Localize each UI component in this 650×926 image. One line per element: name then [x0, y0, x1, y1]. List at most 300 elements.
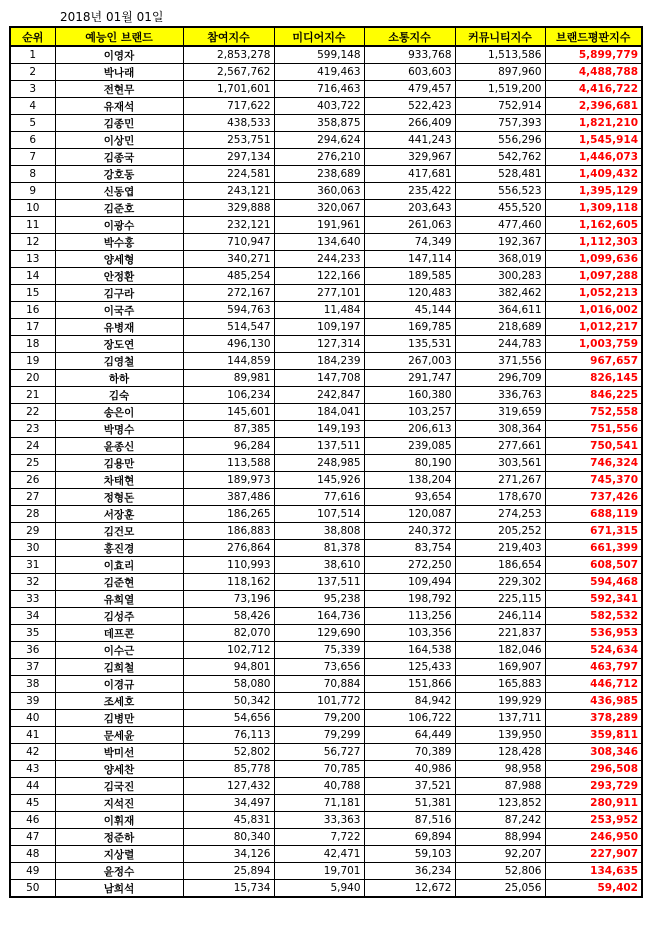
brand-name-cell: 조세호: [55, 693, 183, 710]
brand-score-cell: 4,488,788: [545, 64, 642, 81]
community-cell: 371,556: [455, 353, 545, 370]
media-cell: 56,727: [274, 744, 364, 761]
media-cell: 403,722: [274, 98, 364, 115]
media-cell: 5,940: [274, 880, 364, 898]
community-cell: 271,267: [455, 472, 545, 489]
media-cell: 184,239: [274, 353, 364, 370]
rank-cell: 34: [10, 608, 55, 625]
brand-score-cell: 436,985: [545, 693, 642, 710]
brand-name-cell: 김종민: [55, 115, 183, 132]
brand-name-cell: 이광수: [55, 217, 183, 234]
media-cell: 238,689: [274, 166, 364, 183]
media-cell: 599,148: [274, 46, 364, 64]
table-row: [10, 812, 642, 829]
rank-cell: 18: [10, 336, 55, 353]
brand-score-cell: 750,541: [545, 438, 642, 455]
participation-cell: 329,888: [183, 200, 274, 217]
header-row: [10, 27, 642, 46]
participation-cell: 717,622: [183, 98, 274, 115]
rank-cell: 17: [10, 319, 55, 336]
community-cell: 219,403: [455, 540, 545, 557]
rank-cell: 45: [10, 795, 55, 812]
brand-name-cell: 김준현: [55, 574, 183, 591]
community-cell: 364,611: [455, 302, 545, 319]
brand-name-cell: 윤종신: [55, 438, 183, 455]
community-cell: 87,242: [455, 812, 545, 829]
media-cell: 191,961: [274, 217, 364, 234]
community-cell: 477,460: [455, 217, 545, 234]
table-row: [10, 64, 642, 81]
rank-cell: 2: [10, 64, 55, 81]
community-cell: 225,115: [455, 591, 545, 608]
rank-cell: 12: [10, 234, 55, 251]
participation-cell: 85,778: [183, 761, 274, 778]
communication-cell: 106,722: [364, 710, 455, 727]
rank-cell: 37: [10, 659, 55, 676]
rank-cell: 44: [10, 778, 55, 795]
table-row: [10, 846, 642, 863]
participation-cell: 89,981: [183, 370, 274, 387]
communication-cell: 239,085: [364, 438, 455, 455]
header-participation: 참여지수: [183, 27, 274, 46]
brand-score-cell: 378,289: [545, 710, 642, 727]
brand-score-cell: 280,911: [545, 795, 642, 812]
community-cell: 752,914: [455, 98, 545, 115]
rank-cell: 46: [10, 812, 55, 829]
participation-cell: 2,853,278: [183, 46, 274, 64]
table-row: [10, 81, 642, 98]
participation-cell: 1,701,601: [183, 81, 274, 98]
rank-cell: 23: [10, 421, 55, 438]
header-communication: 소통지수: [364, 27, 455, 46]
brand-score-cell: 524,634: [545, 642, 642, 659]
media-cell: 38,808: [274, 523, 364, 540]
brand-score-cell: 134,635: [545, 863, 642, 880]
participation-cell: 45,831: [183, 812, 274, 829]
communication-cell: 151,866: [364, 676, 455, 693]
media-cell: 33,363: [274, 812, 364, 829]
participation-cell: 145,601: [183, 404, 274, 421]
brand-score-cell: 846,225: [545, 387, 642, 404]
brand-name-cell: 송은이: [55, 404, 183, 421]
participation-cell: 276,864: [183, 540, 274, 557]
table-row: [10, 319, 642, 336]
communication-cell: 206,613: [364, 421, 455, 438]
media-cell: 70,785: [274, 761, 364, 778]
community-cell: 757,393: [455, 115, 545, 132]
brand-score-cell: 1,409,432: [545, 166, 642, 183]
media-cell: 147,708: [274, 370, 364, 387]
rank-cell: 15: [10, 285, 55, 302]
brand-score-cell: 463,797: [545, 659, 642, 676]
communication-cell: 87,516: [364, 812, 455, 829]
participation-cell: 106,234: [183, 387, 274, 404]
communication-cell: 59,103: [364, 846, 455, 863]
brand-name-cell: 지상렬: [55, 846, 183, 863]
rank-cell: 9: [10, 183, 55, 200]
table-row: [10, 693, 642, 710]
community-cell: 92,207: [455, 846, 545, 863]
participation-cell: 186,883: [183, 523, 274, 540]
communication-cell: 120,483: [364, 285, 455, 302]
brand-score-cell: 1,099,636: [545, 251, 642, 268]
brand-ranking-table: [9, 26, 643, 898]
media-cell: 277,101: [274, 285, 364, 302]
brand-score-cell: 1,112,303: [545, 234, 642, 251]
table-row: [10, 217, 642, 234]
brand-score-cell: 5,899,779: [545, 46, 642, 64]
communication-cell: 120,087: [364, 506, 455, 523]
rank-cell: 28: [10, 506, 55, 523]
brand-score-cell: 536,953: [545, 625, 642, 642]
rank-cell: 33: [10, 591, 55, 608]
brand-score-cell: 826,145: [545, 370, 642, 387]
rank-cell: 39: [10, 693, 55, 710]
brand-name-cell: 이영자: [55, 46, 183, 64]
community-cell: 382,462: [455, 285, 545, 302]
brand-name-cell: 서장훈: [55, 506, 183, 523]
table-row: [10, 234, 642, 251]
community-cell: 1,513,586: [455, 46, 545, 64]
brand-score-cell: 446,712: [545, 676, 642, 693]
participation-cell: 87,385: [183, 421, 274, 438]
media-cell: 38,610: [274, 557, 364, 574]
media-cell: 127,314: [274, 336, 364, 353]
participation-cell: 710,947: [183, 234, 274, 251]
table-row: [10, 404, 642, 421]
rank-cell: 11: [10, 217, 55, 234]
brand-name-cell: 이수근: [55, 642, 183, 659]
brand-name-cell: 이효리: [55, 557, 183, 574]
community-cell: 218,689: [455, 319, 545, 336]
community-cell: 205,252: [455, 523, 545, 540]
brand-name-cell: 김숙: [55, 387, 183, 404]
communication-cell: 103,356: [364, 625, 455, 642]
community-cell: 25,056: [455, 880, 545, 898]
media-cell: 77,616: [274, 489, 364, 506]
brand-name-cell: 유병재: [55, 319, 183, 336]
participation-cell: 118,162: [183, 574, 274, 591]
media-cell: 107,514: [274, 506, 364, 523]
table-row: [10, 489, 642, 506]
table-row: [10, 591, 642, 608]
brand-score-cell: 1,162,605: [545, 217, 642, 234]
communication-cell: 138,204: [364, 472, 455, 489]
participation-cell: 297,134: [183, 149, 274, 166]
brand-name-cell: 차태현: [55, 472, 183, 489]
communication-cell: 261,063: [364, 217, 455, 234]
header-brand: 예능인 브랜드: [55, 27, 183, 46]
table-row: [10, 336, 642, 353]
communication-cell: 329,967: [364, 149, 455, 166]
media-cell: 276,210: [274, 149, 364, 166]
table-row: [10, 285, 642, 302]
media-cell: 149,193: [274, 421, 364, 438]
table-row: [10, 46, 642, 64]
brand-name-cell: 이휘재: [55, 812, 183, 829]
rank-cell: 3: [10, 81, 55, 98]
community-cell: 300,283: [455, 268, 545, 285]
rank-cell: 27: [10, 489, 55, 506]
table-row: [10, 353, 642, 370]
rank-cell: 49: [10, 863, 55, 880]
participation-cell: 594,763: [183, 302, 274, 319]
communication-cell: 74,349: [364, 234, 455, 251]
rank-cell: 30: [10, 540, 55, 557]
community-cell: 1,519,200: [455, 81, 545, 98]
brand-score-cell: 227,907: [545, 846, 642, 863]
participation-cell: 25,894: [183, 863, 274, 880]
participation-cell: 253,751: [183, 132, 274, 149]
media-cell: 320,067: [274, 200, 364, 217]
brand-name-cell: 박나래: [55, 64, 183, 81]
rank-cell: 36: [10, 642, 55, 659]
rank-cell: 6: [10, 132, 55, 149]
community-cell: 178,670: [455, 489, 545, 506]
brand-name-cell: 안정환: [55, 268, 183, 285]
communication-cell: 37,521: [364, 778, 455, 795]
participation-cell: 189,973: [183, 472, 274, 489]
media-cell: 137,511: [274, 438, 364, 455]
rank-cell: 43: [10, 761, 55, 778]
communication-cell: 522,423: [364, 98, 455, 115]
participation-cell: 2,567,762: [183, 64, 274, 81]
table-row: [10, 438, 642, 455]
rank-cell: 25: [10, 455, 55, 472]
community-cell: 897,960: [455, 64, 545, 81]
table-row: [10, 744, 642, 761]
participation-cell: 94,801: [183, 659, 274, 676]
participation-cell: 127,432: [183, 778, 274, 795]
media-cell: 71,181: [274, 795, 364, 812]
brand-name-cell: 유재석: [55, 98, 183, 115]
communication-cell: 70,389: [364, 744, 455, 761]
media-cell: 122,166: [274, 268, 364, 285]
participation-cell: 96,284: [183, 438, 274, 455]
table-row: [10, 370, 642, 387]
media-cell: 79,299: [274, 727, 364, 744]
table-row: [10, 676, 642, 693]
brand-score-cell: 253,952: [545, 812, 642, 829]
rank-cell: 42: [10, 744, 55, 761]
community-cell: 182,046: [455, 642, 545, 659]
community-cell: 542,762: [455, 149, 545, 166]
communication-cell: 240,372: [364, 523, 455, 540]
media-cell: 244,233: [274, 251, 364, 268]
header-rank: 순위: [10, 27, 55, 46]
communication-cell: 479,457: [364, 81, 455, 98]
media-cell: 242,847: [274, 387, 364, 404]
media-cell: 95,238: [274, 591, 364, 608]
community-cell: 128,428: [455, 744, 545, 761]
communication-cell: 164,538: [364, 642, 455, 659]
participation-cell: 58,080: [183, 676, 274, 693]
participation-cell: 113,588: [183, 455, 274, 472]
brand-name-cell: 박미선: [55, 744, 183, 761]
participation-cell: 54,656: [183, 710, 274, 727]
community-cell: 528,481: [455, 166, 545, 183]
brand-score-cell: 594,468: [545, 574, 642, 591]
community-cell: 98,958: [455, 761, 545, 778]
media-cell: 134,640: [274, 234, 364, 251]
communication-cell: 272,250: [364, 557, 455, 574]
brand-name-cell: 홍진경: [55, 540, 183, 557]
community-cell: 186,654: [455, 557, 545, 574]
community-cell: 244,783: [455, 336, 545, 353]
participation-cell: 243,121: [183, 183, 274, 200]
media-cell: 7,722: [274, 829, 364, 846]
media-cell: 109,197: [274, 319, 364, 336]
brand-name-cell: 남희석: [55, 880, 183, 898]
report-date: 2018년 01월 01일: [60, 10, 164, 24]
header-community: 커뮤니티지수: [455, 27, 545, 46]
brand-score-cell: 1,446,073: [545, 149, 642, 166]
brand-score-cell: 688,119: [545, 506, 642, 523]
brand-score-cell: 2,396,681: [545, 98, 642, 115]
brand-name-cell: 이상민: [55, 132, 183, 149]
table-row: [10, 387, 642, 404]
brand-score-cell: 1,545,914: [545, 132, 642, 149]
communication-cell: 45,144: [364, 302, 455, 319]
brand-score-cell: 296,508: [545, 761, 642, 778]
rank-cell: 8: [10, 166, 55, 183]
table-row: [10, 608, 642, 625]
participation-cell: 76,113: [183, 727, 274, 744]
communication-cell: 266,409: [364, 115, 455, 132]
brand-score-cell: 1,016,002: [545, 302, 642, 319]
community-cell: 368,019: [455, 251, 545, 268]
participation-cell: 102,712: [183, 642, 274, 659]
community-cell: 556,523: [455, 183, 545, 200]
table-row: [10, 251, 642, 268]
table-row: [10, 540, 642, 557]
communication-cell: 189,585: [364, 268, 455, 285]
rank-cell: 48: [10, 846, 55, 863]
participation-cell: 387,486: [183, 489, 274, 506]
media-cell: 11,484: [274, 302, 364, 319]
brand-score-cell: 737,426: [545, 489, 642, 506]
community-cell: 123,852: [455, 795, 545, 812]
brand-score-cell: 745,370: [545, 472, 642, 489]
community-cell: 88,994: [455, 829, 545, 846]
community-cell: 199,929: [455, 693, 545, 710]
media-cell: 129,690: [274, 625, 364, 642]
participation-cell: 438,533: [183, 115, 274, 132]
brand-score-cell: 967,657: [545, 353, 642, 370]
brand-score-cell: 751,556: [545, 421, 642, 438]
rank-cell: 7: [10, 149, 55, 166]
media-cell: 137,511: [274, 574, 364, 591]
brand-score-cell: 1,309,118: [545, 200, 642, 217]
table-row: [10, 115, 642, 132]
header-media: 미디어지수: [274, 27, 364, 46]
participation-cell: 496,130: [183, 336, 274, 353]
brand-name-cell: 문세윤: [55, 727, 183, 744]
table-row: [10, 166, 642, 183]
community-cell: 296,709: [455, 370, 545, 387]
brand-name-cell: 양세찬: [55, 761, 183, 778]
table-row: [10, 149, 642, 166]
communication-cell: 113,256: [364, 608, 455, 625]
media-cell: 70,884: [274, 676, 364, 693]
rank-cell: 4: [10, 98, 55, 115]
communication-cell: 603,603: [364, 64, 455, 81]
media-cell: 145,926: [274, 472, 364, 489]
communication-cell: 93,654: [364, 489, 455, 506]
table-row: [10, 421, 642, 438]
participation-cell: 52,802: [183, 744, 274, 761]
brand-score-cell: 582,532: [545, 608, 642, 625]
community-cell: 556,296: [455, 132, 545, 149]
communication-cell: 169,785: [364, 319, 455, 336]
table-row: [10, 625, 642, 642]
brand-score-cell: 1,003,759: [545, 336, 642, 353]
rank-cell: 24: [10, 438, 55, 455]
communication-cell: 441,243: [364, 132, 455, 149]
table-row: [10, 642, 642, 659]
media-cell: 42,471: [274, 846, 364, 863]
participation-cell: 144,859: [183, 353, 274, 370]
community-cell: 87,988: [455, 778, 545, 795]
brand-name-cell: 데프콘: [55, 625, 183, 642]
media-cell: 360,063: [274, 183, 364, 200]
brand-score-cell: 359,811: [545, 727, 642, 744]
participation-cell: 514,547: [183, 319, 274, 336]
table-row: [10, 557, 642, 574]
brand-score-cell: 746,324: [545, 455, 642, 472]
participation-cell: 232,121: [183, 217, 274, 234]
community-cell: 455,520: [455, 200, 545, 217]
participation-cell: 485,254: [183, 268, 274, 285]
media-cell: 358,875: [274, 115, 364, 132]
table-row: [10, 506, 642, 523]
participation-cell: 82,070: [183, 625, 274, 642]
table-row: [10, 455, 642, 472]
media-cell: 164,736: [274, 608, 364, 625]
media-cell: 79,200: [274, 710, 364, 727]
brand-name-cell: 유희열: [55, 591, 183, 608]
media-cell: 716,463: [274, 81, 364, 98]
community-cell: 319,659: [455, 404, 545, 421]
brand-name-cell: 박수홍: [55, 234, 183, 251]
communication-cell: 12,672: [364, 880, 455, 898]
brand-name-cell: 김준호: [55, 200, 183, 217]
community-cell: 221,837: [455, 625, 545, 642]
brand-score-cell: 661,399: [545, 540, 642, 557]
brand-name-cell: 김용만: [55, 455, 183, 472]
rank-cell: 47: [10, 829, 55, 846]
brand-name-cell: 양세형: [55, 251, 183, 268]
community-cell: 308,364: [455, 421, 545, 438]
media-cell: 419,463: [274, 64, 364, 81]
brand-name-cell: 김구라: [55, 285, 183, 302]
participation-cell: 340,271: [183, 251, 274, 268]
brand-name-cell: 신동엽: [55, 183, 183, 200]
brand-score-cell: 293,729: [545, 778, 642, 795]
brand-name-cell: 박명수: [55, 421, 183, 438]
community-cell: 277,661: [455, 438, 545, 455]
table-row: [10, 659, 642, 676]
rank-cell: 19: [10, 353, 55, 370]
brand-name-cell: 지석진: [55, 795, 183, 812]
header-brand-reputation: 브랜드평판지수: [545, 27, 642, 46]
brand-name-cell: 장도연: [55, 336, 183, 353]
participation-cell: 15,734: [183, 880, 274, 898]
brand-score-cell: 671,315: [545, 523, 642, 540]
rank-cell: 22: [10, 404, 55, 421]
table-row: [10, 472, 642, 489]
brand-score-cell: 1,052,213: [545, 285, 642, 302]
